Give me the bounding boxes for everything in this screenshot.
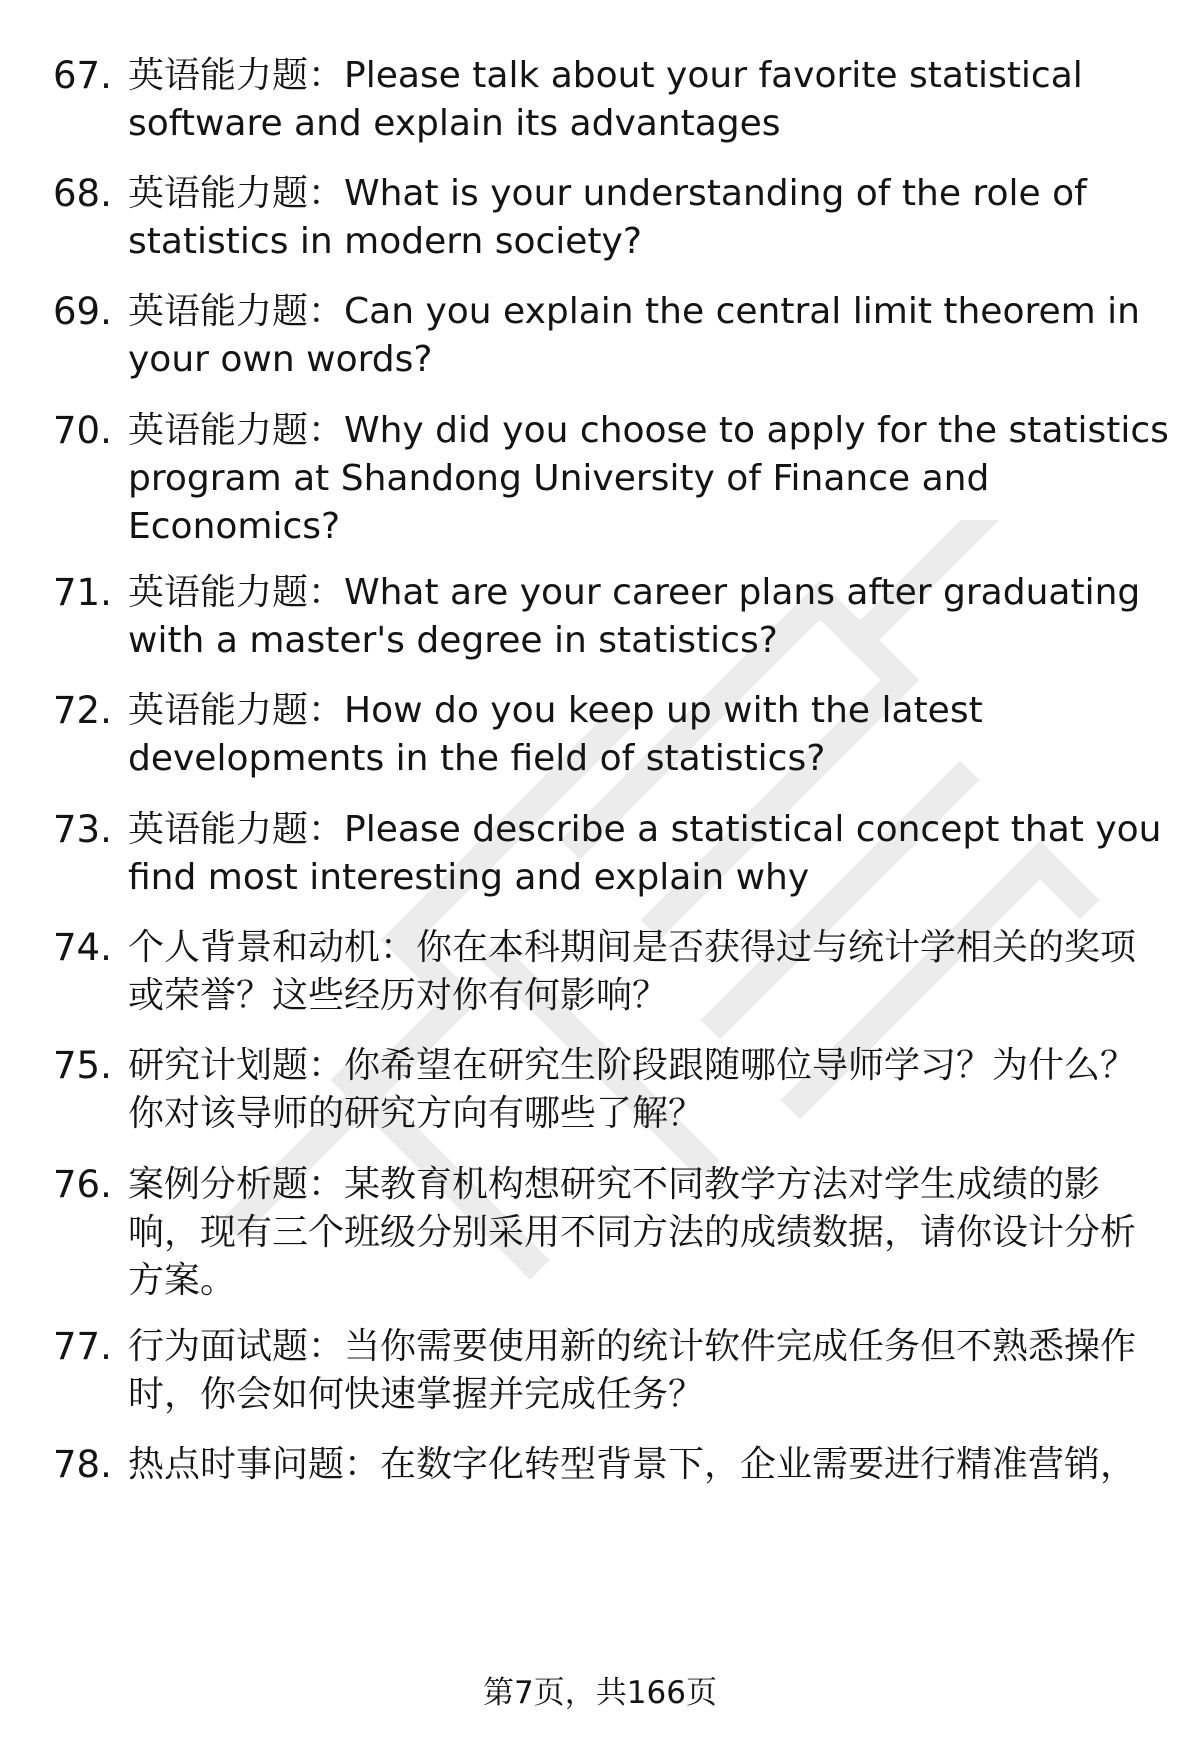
question-number: 74. [53, 926, 112, 969]
question-line: 英语能力题：Why did you choose to apply for the statistics [128, 410, 1169, 451]
question-line: program at Shandong University of Finance and [128, 458, 990, 499]
question-line: 案例分析题：某教育机构想研究不同教学方法对学生成绩的影 [128, 1164, 1101, 1205]
question-line: 英语能力题：Please describe a statistical concept that you [128, 809, 1162, 850]
question-text [128, 1161, 1143, 1305]
question-number: 73. [53, 808, 112, 851]
question-line: 英语能力题：How do you keep up with the latest [128, 690, 983, 731]
question-line: 英语能力题：Please talk about your favorite statistical [128, 55, 1083, 96]
question-line: statistics in modern society? [128, 221, 642, 262]
question-number: 76. [53, 1163, 112, 1206]
question-line: your own words? [128, 339, 433, 380]
question-line: 响，现有三个班级分别采用不同方法的成绩数据，请你设计分析 [128, 1212, 1137, 1253]
question-text [128, 687, 1143, 783]
question-line: 时，你会如何快速掌握并完成任务？ [128, 1374, 705, 1415]
question-text [128, 407, 1169, 551]
question-line: 方案。 [128, 1260, 237, 1301]
question-number: 69. [53, 290, 112, 333]
question-number: 72. [53, 689, 112, 732]
question-text [128, 806, 1162, 902]
question-text [128, 1441, 1143, 1489]
question-line: 英语能力题：What are your career plans after graduating [128, 572, 1141, 613]
question-line: 你对该导师的研究方向有哪些了解？ [128, 1093, 705, 1134]
question-text [128, 569, 1143, 665]
question-line: 研究计划题：你希望在研究生阶段跟随哪位导师学习？为什么？ [128, 1045, 1137, 1086]
question-line: Economics? [128, 506, 341, 547]
question-line: find most interesting and explain why [128, 857, 810, 898]
question-line: 热点时事问题：在数字化转型背景下，企业需要进行精准营销， [128, 1444, 1137, 1485]
page-number-footer: 第7页，共166页 [483, 1675, 717, 1711]
question-line: 或荣誉？这些经历对你有何影响？ [128, 975, 669, 1016]
question-number: 68. [53, 172, 112, 215]
question-number: 71. [53, 571, 112, 614]
question-text [128, 52, 1143, 148]
question-number: 67. [53, 54, 112, 97]
question-number: 75. [53, 1044, 112, 1087]
question-line: 英语能力题：What is your understanding of the role of [128, 173, 1087, 214]
question-line: 行为面试题：当你需要使用新的统计软件完成任务但不熟悉操作 [128, 1326, 1137, 1367]
question-line: with a master's degree in statistics? [128, 620, 778, 661]
question-line: 英语能力题：Can you explain the central limit theorem in [128, 291, 1140, 332]
question-line: software and explain its advantages [128, 103, 781, 144]
question-text [128, 170, 1143, 266]
question-line: 个人背景和动机：你在本科期间是否获得过与统计学相关的奖项 [128, 927, 1137, 968]
question-line: developments in the field of statistics? [128, 738, 826, 779]
question-text [128, 1323, 1143, 1419]
question-number: 77. [53, 1325, 112, 1368]
question-text [128, 288, 1143, 384]
question-number: 70. [53, 409, 112, 452]
question-text [128, 1042, 1143, 1138]
question-text [128, 924, 1143, 1020]
question-number: 78. [53, 1443, 112, 1486]
